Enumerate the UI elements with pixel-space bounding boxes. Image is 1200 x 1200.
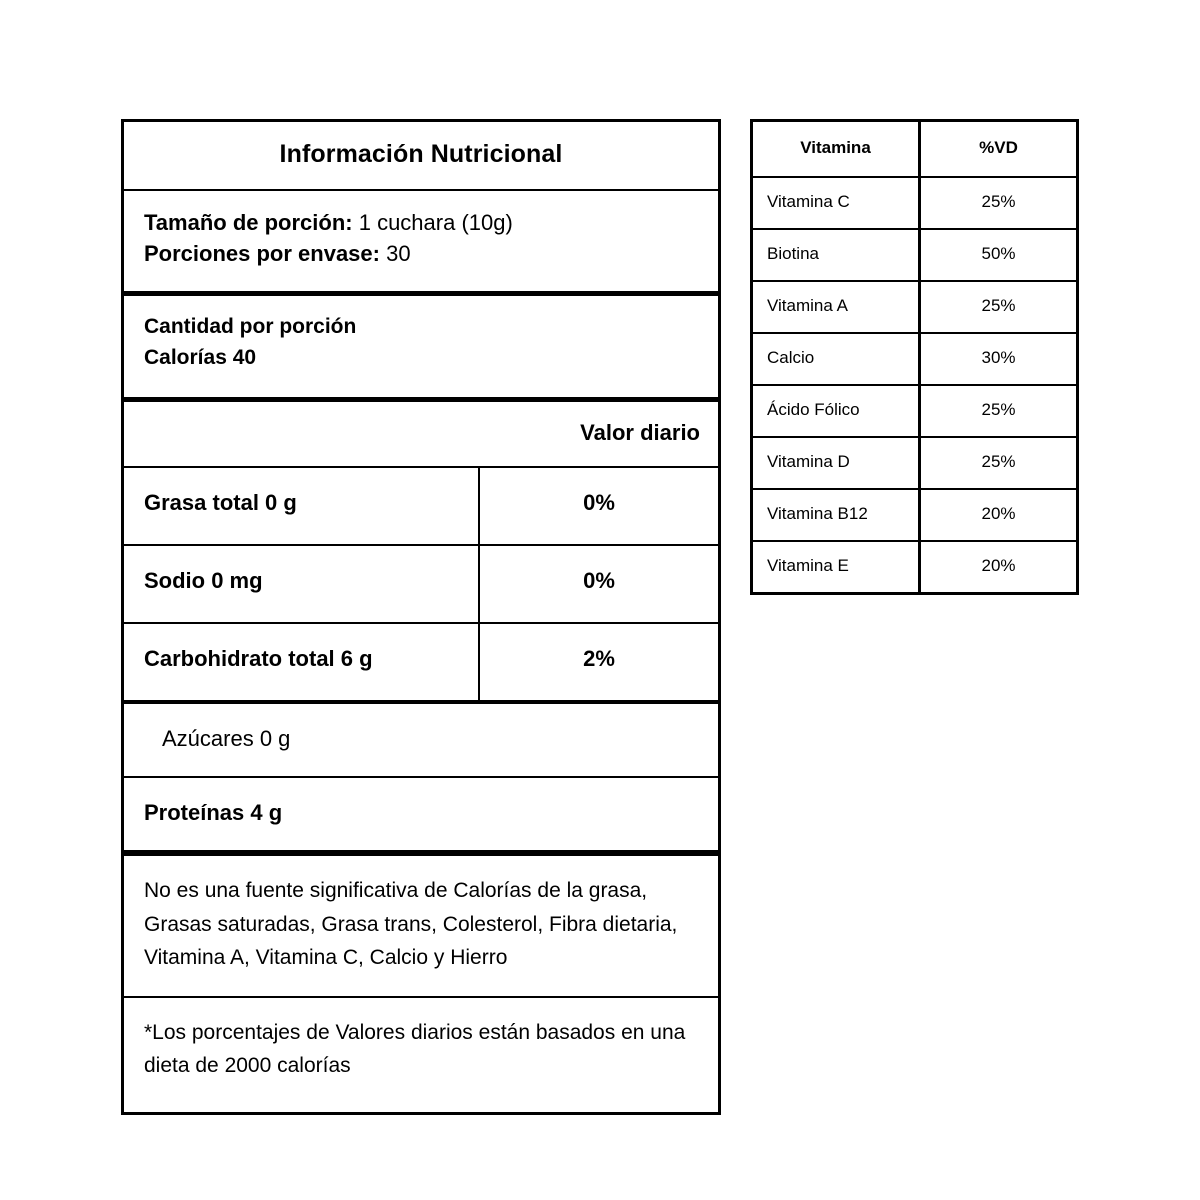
vitamin-daily-value: 25% [981, 192, 1016, 211]
serving-size-value: 1 cuchara (10g) [352, 210, 513, 235]
table-row [753, 230, 1076, 282]
nutrient-daily-value: 0% [583, 568, 615, 594]
table-row [124, 546, 718, 624]
table-row [753, 542, 1076, 592]
vitamin-daily-value: 20% [981, 504, 1016, 523]
amount-per-serving-label: Cantidad por porción [144, 315, 357, 339]
table-row [753, 438, 1076, 490]
nutrient-protein: Proteínas 4 g [124, 778, 718, 856]
nutrient-name: Carbohidrato total 6 g [124, 624, 480, 700]
table-row [124, 624, 718, 702]
servings-per-container-line [144, 238, 698, 269]
nutrient-daily-value: 2% [583, 646, 615, 672]
nutrient-name: Sodio 0 mg [124, 546, 480, 622]
table-row [124, 468, 718, 546]
column-header-daily-value: %VD [979, 138, 1018, 157]
vitamin-name: Biotina [753, 230, 921, 280]
nutrient-name: Grasa total 0 g [124, 468, 480, 544]
daily-value-footnote-row [124, 998, 718, 1112]
table-row [753, 178, 1076, 230]
vitamin-name: Vitamina C [753, 178, 921, 228]
table-row [753, 282, 1076, 334]
amount-per-serving-row [124, 296, 718, 402]
serving-size-line [144, 207, 698, 238]
daily-value-header-row [124, 402, 718, 468]
nutrition-title-row [124, 122, 718, 191]
column-header-vitamin: Vitamina [753, 122, 921, 176]
vitamin-daily-value: 25% [981, 296, 1016, 315]
vitamin-daily-value: 50% [981, 244, 1016, 263]
vitamin-daily-value: 20% [981, 556, 1016, 575]
vitamin-name: Vitamina E [753, 542, 921, 592]
vitamin-daily-value: 30% [981, 348, 1016, 367]
vitamin-daily-value: 25% [981, 452, 1016, 471]
daily-value-header-label: Valor diario [580, 420, 700, 446]
sub-nutrient-sugars: Azúcares 0 g [124, 702, 718, 778]
calories-value: Calorías 40 [144, 345, 257, 369]
vitamin-daily-value: 25% [981, 400, 1016, 419]
vitamin-name: Calcio [753, 334, 921, 384]
table-row [753, 490, 1076, 542]
servings-per-container-label: Porciones por envase: [144, 241, 380, 267]
vitamin-name: Ácido Fólico [753, 386, 921, 436]
serving-info-row [124, 191, 718, 296]
table-row [753, 386, 1076, 438]
serving-size-label: Tamaño de porción: [144, 210, 353, 235]
not-significant-source-note: No es una fuente significativa de Calorías de la grasa, Grasas saturadas, Grasa trans, Colesterol, Fibra dietaria, Vitamina A, Vitamina C, Calcio y Hierro [144, 879, 678, 969]
not-significant-source-note-row [124, 856, 718, 998]
table-row [753, 334, 1076, 386]
page-title: Información Nutricional [279, 140, 563, 168]
servings-per-container-value: 30 [379, 241, 411, 267]
vitamin-table [750, 119, 1079, 595]
nutrition-facts-panel [121, 119, 721, 1115]
vitamin-name: Vitamina B12 [753, 490, 921, 540]
nutrient-daily-value: 0% [583, 490, 615, 516]
vitamin-name: Vitamina A [753, 282, 921, 332]
vitamin-name: Vitamina D [753, 438, 921, 488]
vitamin-table-header-row [753, 122, 1076, 178]
daily-value-footnote: *Los porcentajes de Valores diarios están basados en una dieta de 2000 calorías [144, 1020, 686, 1078]
